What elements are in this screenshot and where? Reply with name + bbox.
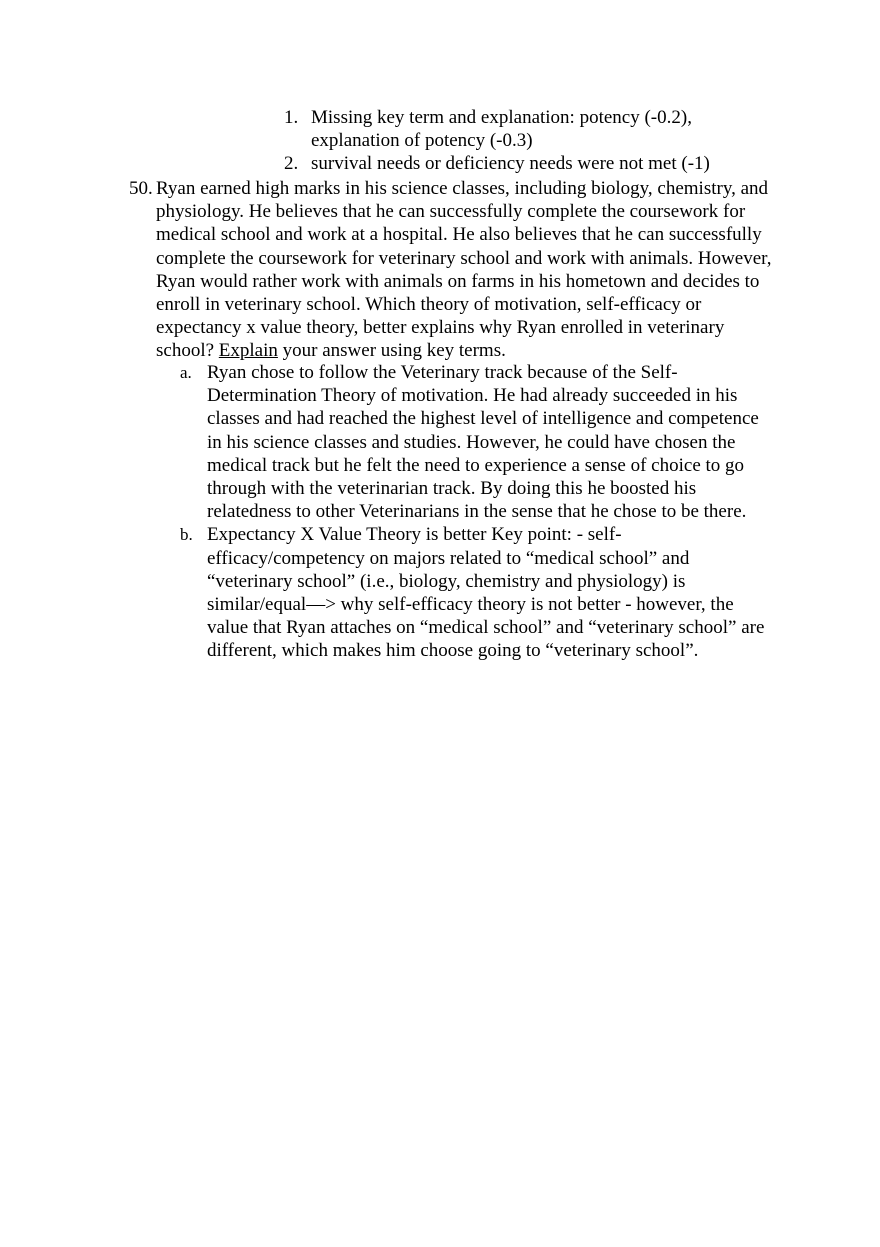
answer-text: Ryan chose to follow the Veterinary track because of the Self-Determination Theory of motivation. He had already succeeded in his classes and had reached the highest level of intelligence and competence in his science classes and studies. However, he could have chosen the medical track but he felt the need to experience a sense of choice to go through with the veterinarian track. By doing this he boosted his relatedness to other Veterinarians in the sense that he chose to be there.: [207, 362, 759, 523]
scoring-item: [284, 152, 764, 175]
question-item: [129, 177, 779, 363]
scoring-item-text: Missing key term and explanation: potency (-0.2), explanation of potency (-0.3): [311, 107, 692, 152]
question-text: Ryan earned high marks in his science classes, including biology, chemistry, and physiology. He believes that he can successfully complete the coursework for medical school and work at a hospital. He also believes that he can successfully complete the coursework for veterinary school and work with animals. However, Ryan would rather work with animals on farms in his hometown and decides to enroll in veterinary school. Which theory of motivation, self-efficacy or expectancy x value theory, better explains why Ryan enrolled in veterinary school?: [156, 178, 772, 362]
answer-item: [180, 523, 775, 662]
scoring-item-number: 1.: [284, 107, 299, 128]
scoring-item-number: 2.: [284, 153, 299, 175]
answer-letter: b.: [180, 525, 193, 545]
scoring-item-text: survival needs or deficiency needs were not met (-1): [311, 153, 710, 175]
question-underlined-word: Explain: [218, 340, 278, 362]
question-50: [129, 177, 779, 363]
answer-item: [180, 361, 775, 523]
answer-text: Expectancy X Value Theory is better Key point: - self-efficacy/competency on majors related to “medical school” and “veterinary school” (i.e., biology, chemistry and physiology) is similar/equal—> why self-efficacy theory is not better - however, the value that Ryan attaches on “medical school” and “veterinary school” are different, which makes him choose going to “veterinary school”.: [207, 524, 765, 662]
answer-list: [180, 361, 775, 663]
scoring-list: [284, 106, 764, 176]
scoring-item: [284, 106, 764, 152]
answer-letter: a.: [180, 363, 192, 382]
question-text-end: your answer using key terms.: [277, 340, 506, 362]
question-number: 50.: [129, 178, 153, 199]
